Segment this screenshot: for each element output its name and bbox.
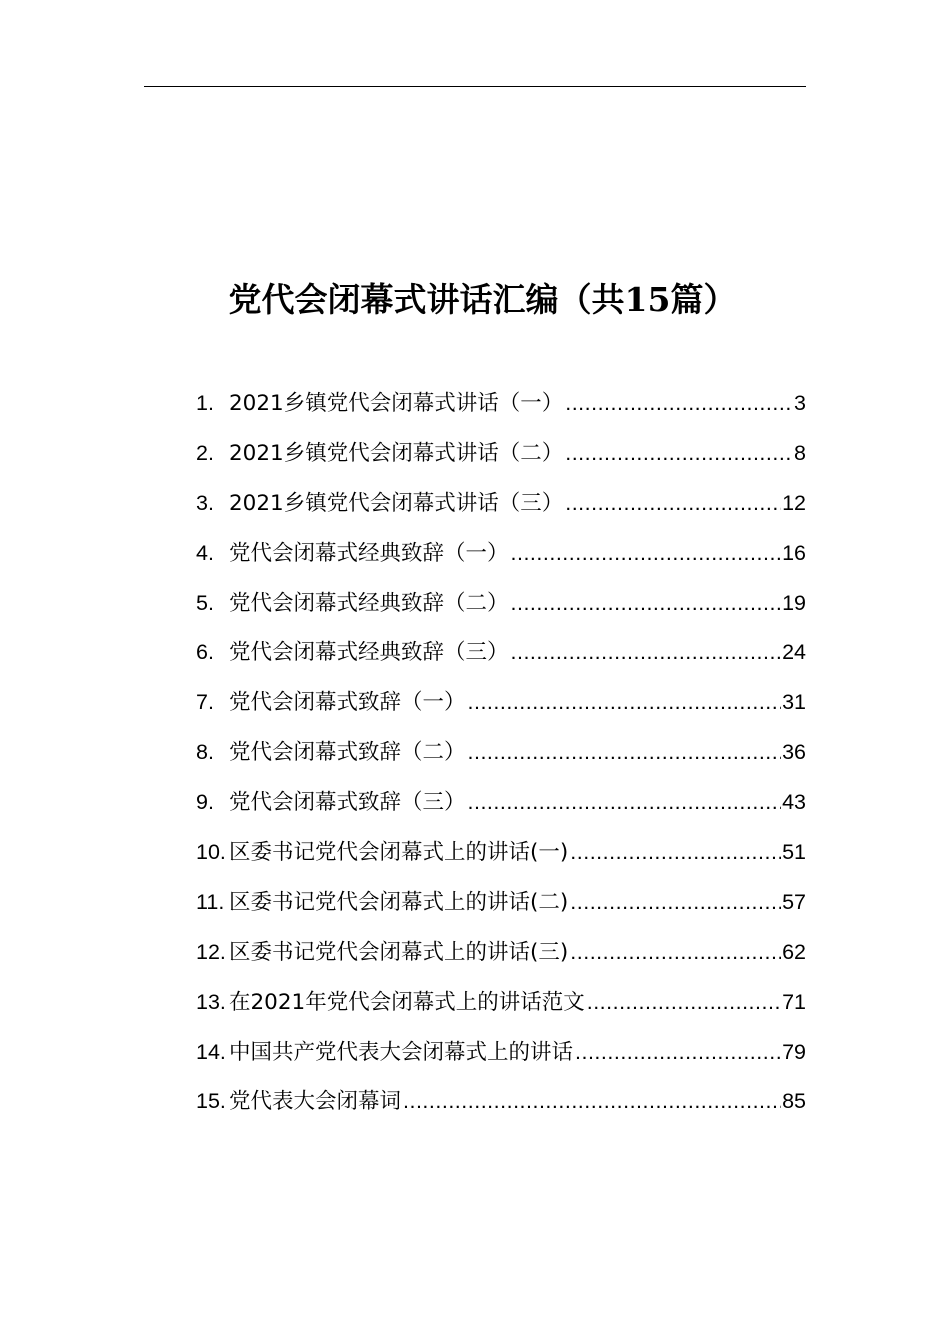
toc-entry-title: 党代会闭幕式致辞（一）: [229, 690, 466, 716]
toc-entry[interactable]: [196, 730, 806, 780]
toc-entry-title: 中国共产党代表大会闭幕式上的讲话: [229, 1039, 574, 1065]
toc-entry-number: 15.: [196, 1089, 226, 1114]
toc-entry-title: 区委书记党代会闭幕式上的讲话(二): [229, 889, 569, 915]
toc-entry-number: 10.: [196, 840, 226, 865]
toc-dot-leader: [573, 1030, 781, 1074]
toc-entry-number: 9.: [196, 790, 214, 815]
toc-dot-leader: [568, 880, 781, 924]
toc-dot-leader: [563, 481, 781, 525]
toc-entry[interactable]: [196, 481, 806, 531]
toc-entry-title: 2021乡镇党代会闭幕式讲话（一）: [229, 391, 564, 416]
toc-entry-page: 62: [782, 939, 806, 964]
toc-dot-leader: [563, 431, 793, 475]
toc-dot-leader: [568, 830, 781, 874]
toc-entry-page: 24: [782, 640, 806, 665]
header-rule: [144, 86, 806, 87]
toc-entry-number: 2.: [196, 440, 214, 465]
toc-entry[interactable]: [196, 431, 806, 481]
toc-dot-leader: [466, 780, 782, 824]
toc-entry-title: 2021乡镇党代会闭幕式讲话（二）: [229, 440, 564, 466]
toc-entry-page: 51: [782, 840, 806, 865]
toc-entry-number: 4.: [196, 540, 214, 565]
toc-entry-title: 区委书记党代会闭幕式上的讲话(一): [229, 840, 569, 866]
toc-entry-number: 3.: [196, 490, 214, 515]
toc-dot-leader: [466, 730, 782, 774]
toc-dot-leader: [509, 630, 782, 674]
toc-dot-leader: [585, 980, 781, 1024]
toc-entry-page: 36: [782, 740, 806, 765]
toc-entry-page: 8: [794, 440, 806, 465]
toc-entry[interactable]: [196, 830, 806, 880]
toc-entry-number: 14.: [196, 1039, 226, 1064]
toc-entry-page: 12: [782, 490, 806, 515]
toc-dot-leader: [401, 1079, 781, 1123]
toc-entry-title: 党代会闭幕式经典致辞（三）: [229, 640, 509, 666]
toc-entry[interactable]: [196, 880, 806, 930]
toc-entry-number: 7.: [196, 690, 214, 715]
toc-entry[interactable]: [196, 630, 806, 680]
toc-entry-number: 6.: [196, 640, 214, 665]
toc-entry[interactable]: [196, 381, 806, 431]
toc-entry-title: 党代表大会闭幕词: [229, 1089, 402, 1115]
table-of-contents: [196, 381, 806, 1129]
toc-entry[interactable]: [196, 1030, 806, 1080]
toc-entry[interactable]: [196, 780, 806, 830]
toc-entry-number: 8.: [196, 740, 214, 765]
toc-entry-page: 16: [782, 540, 806, 565]
toc-entry-title: 区委书记党代会闭幕式上的讲话(三): [229, 939, 569, 965]
toc-entry-page: 19: [782, 590, 806, 615]
toc-entry-title: 党代会闭幕式经典致辞（一）: [229, 540, 509, 566]
toc-entry-title: 党代会闭幕式致辞（三）: [229, 790, 466, 816]
toc-dot-leader: [509, 581, 782, 625]
toc-dot-leader: [509, 531, 782, 575]
toc-entry-number: 12.: [196, 939, 226, 964]
toc-entry-title: 党代会闭幕式致辞（二）: [229, 740, 466, 766]
toc-entry-page: 3: [794, 391, 806, 415]
toc-entry-number: 13.: [196, 989, 226, 1014]
toc-entry-page: 71: [782, 989, 806, 1014]
toc-dot-leader: [563, 381, 793, 425]
toc-entry-page: 31: [782, 690, 806, 715]
toc-entry-title: 在2021年党代会闭幕式上的讲话范文: [229, 989, 585, 1015]
toc-entry-number: 11.: [196, 889, 225, 914]
toc-entry-page: 85: [782, 1089, 806, 1114]
toc-dot-leader: [568, 930, 781, 974]
toc-entry-page: 43: [782, 790, 806, 815]
toc-entry[interactable]: [196, 581, 806, 631]
toc-dot-leader: [466, 680, 782, 724]
toc-entry-number: 1.: [196, 391, 214, 415]
toc-entry[interactable]: [196, 1079, 806, 1129]
toc-entry[interactable]: [196, 531, 806, 581]
toc-entry-title: 2021乡镇党代会闭幕式讲话（三）: [229, 490, 564, 516]
toc-entry-page: 79: [782, 1039, 806, 1064]
toc-entry[interactable]: [196, 680, 806, 730]
toc-entry-number: 5.: [196, 590, 214, 615]
toc-entry-title: 党代会闭幕式经典致辞（二）: [229, 590, 509, 616]
toc-entry[interactable]: [196, 980, 806, 1030]
toc-entry[interactable]: [196, 930, 806, 980]
toc-entry-page: 57: [782, 889, 806, 914]
document-title: 党代会闭幕式讲话汇编（共15篇）: [228, 280, 737, 319]
